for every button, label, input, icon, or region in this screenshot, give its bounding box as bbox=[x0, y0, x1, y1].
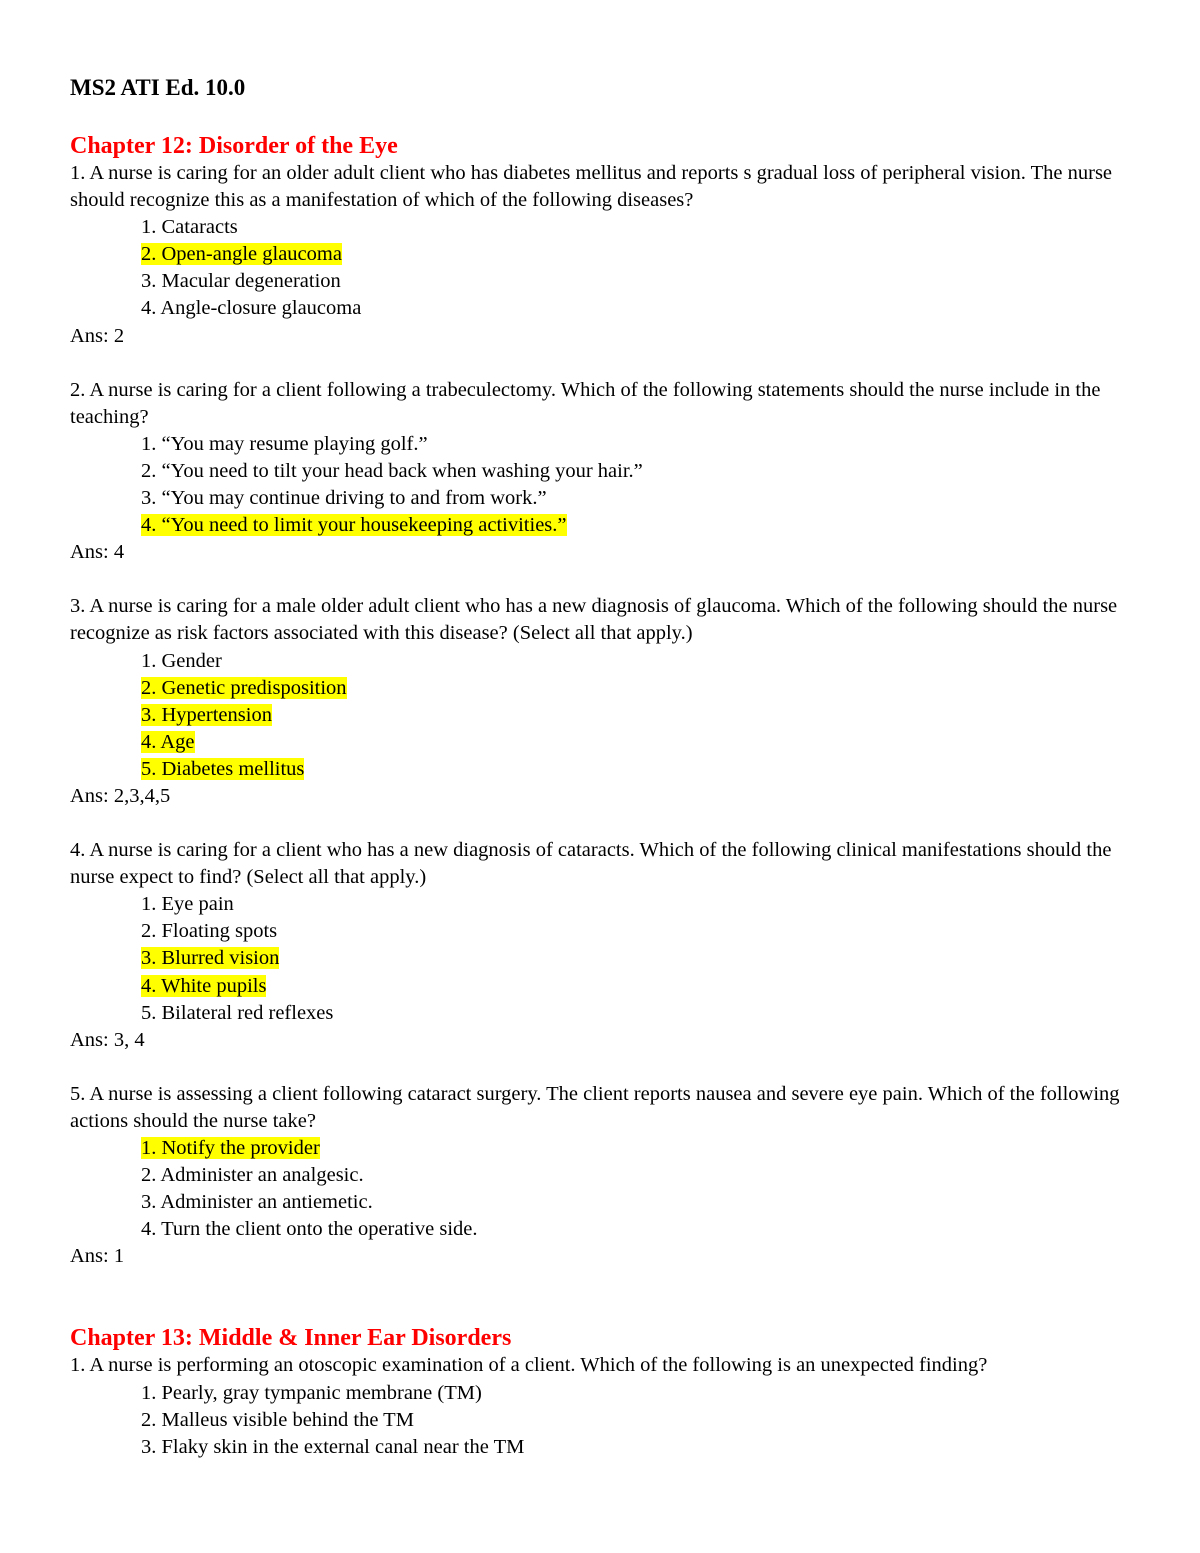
chapter-title: Chapter 12: Disorder of the Eye bbox=[70, 133, 398, 159]
option-text: 3. Administer an antiemetic. bbox=[141, 1191, 373, 1214]
answer-option bbox=[141, 1407, 1150, 1434]
answer-key: Ans: 3, 4 bbox=[70, 1028, 145, 1051]
options-list bbox=[70, 891, 1150, 1026]
answer-option bbox=[141, 1380, 1150, 1407]
highlighted-option bbox=[141, 1135, 1150, 1162]
document-title: MS2 ATI Ed. 10.0 bbox=[70, 75, 246, 100]
chapter-section bbox=[70, 1324, 1150, 1460]
options-list bbox=[70, 1135, 1150, 1243]
answer-option bbox=[141, 214, 1150, 241]
option-text: 4. Age bbox=[141, 730, 195, 753]
options-list bbox=[70, 1380, 1150, 1461]
answer-option bbox=[141, 918, 1150, 945]
chapter-title: Chapter 13: Middle & Inner Ear Disorders bbox=[70, 1325, 512, 1352]
option-text: 2. “You need to tilt your head back when washing your hair.” bbox=[141, 459, 643, 482]
answer-key: Ans: 2,3,4,5 bbox=[70, 784, 171, 807]
question-text: 2. A nurse is caring for a client following a trabeculectomy. Which of the following statements should the nurse include in the teaching? bbox=[70, 378, 1101, 428]
answer-option bbox=[141, 1216, 1150, 1243]
answer-key: Ans: 1 bbox=[70, 1245, 125, 1268]
question-block bbox=[70, 377, 1150, 567]
option-text: 3. Blurred vision bbox=[141, 947, 280, 970]
answer-option bbox=[141, 891, 1150, 918]
answer-option bbox=[141, 1434, 1150, 1461]
option-text: 2. Malleus visible behind the TM bbox=[141, 1408, 414, 1431]
option-text: 3. Macular degeneration bbox=[141, 270, 341, 293]
highlighted-option bbox=[141, 702, 1150, 729]
question-block bbox=[70, 593, 1150, 810]
question-block bbox=[70, 1081, 1150, 1271]
option-text: 5. Bilateral red reflexes bbox=[141, 1001, 334, 1024]
option-text: 4. “You need to limit your housekeeping activities.” bbox=[141, 514, 567, 537]
option-text: 4. White pupils bbox=[141, 974, 267, 997]
question-text: 1. A nurse is performing an otoscopic examination of a client. Which of the following is an unexpected finding? bbox=[70, 1354, 988, 1377]
question-text: 5. A nurse is assessing a client following cataract surgery. The client reports nausea and severe eye pain. Which of the following actions should the nurse take? bbox=[70, 1082, 1120, 1132]
option-text: 2. Open-angle glaucoma bbox=[141, 243, 342, 266]
option-text: 1. Eye pain bbox=[141, 893, 234, 916]
chapters-container bbox=[70, 132, 1150, 1461]
answer-option bbox=[141, 295, 1150, 322]
option-text: 3. Flaky skin in the external canal near the TM bbox=[141, 1435, 525, 1458]
option-text: 2. Floating spots bbox=[141, 920, 278, 943]
answer-option bbox=[141, 648, 1150, 675]
question-text: 4. A nurse is caring for a client who has a new diagnosis of cataracts. Which of the following clinical manifestations should the nurse expect to find? (Select all that apply.) bbox=[70, 839, 1112, 889]
option-text: 3. “You may continue driving to and from work.” bbox=[141, 487, 547, 510]
option-text: 1. Pearly, gray tympanic membrane (TM) bbox=[141, 1381, 482, 1404]
answer-option bbox=[141, 458, 1150, 485]
question-block bbox=[70, 1352, 1150, 1460]
document-page bbox=[70, 74, 1150, 1488]
highlighted-option bbox=[141, 729, 1150, 756]
option-text: 2. Genetic predisposition bbox=[141, 676, 347, 699]
highlighted-option bbox=[141, 973, 1150, 1000]
option-text: 1. Notify the provider bbox=[141, 1137, 320, 1159]
answer-key: Ans: 4 bbox=[70, 541, 125, 564]
question-text: 1. A nurse is caring for an older adult client who has diabetes mellitus and reports s gradual loss of peripheral vision. The nurse should recognize this as a manifestation of which of the following diseases? bbox=[70, 162, 1113, 212]
answer-option bbox=[141, 268, 1150, 295]
highlighted-option bbox=[141, 675, 1150, 702]
option-text: 5. Diabetes mellitus bbox=[141, 757, 305, 780]
option-text: 4. Angle-closure glaucoma bbox=[141, 297, 362, 320]
answer-option bbox=[141, 431, 1150, 458]
options-list bbox=[70, 214, 1150, 322]
option-text: 1. Gender bbox=[141, 649, 222, 672]
option-text: 2. Administer an analgesic. bbox=[141, 1164, 364, 1187]
answer-option bbox=[141, 1000, 1150, 1027]
options-list bbox=[70, 431, 1150, 539]
option-text: 1. “You may resume playing golf.” bbox=[141, 432, 428, 455]
answer-option bbox=[141, 1189, 1150, 1216]
option-text: 4. Turn the client onto the operative side. bbox=[141, 1218, 478, 1241]
highlighted-option bbox=[141, 241, 1150, 268]
question-text: 3. A nurse is caring for a male older adult client who has a new diagnosis of glaucoma. Which of the following should the nurse recognize as risk factors associated with this disease? (Select all that apply.) bbox=[70, 595, 1118, 645]
highlighted-option bbox=[141, 945, 1150, 972]
answer-option bbox=[141, 485, 1150, 512]
highlighted-option bbox=[141, 512, 1150, 539]
question-block bbox=[70, 160, 1150, 350]
highlighted-option bbox=[141, 756, 1150, 783]
option-text: 1. Cataracts bbox=[141, 216, 238, 239]
question-block bbox=[70, 837, 1150, 1054]
answer-key: Ans: 2 bbox=[70, 324, 125, 347]
options-list bbox=[70, 648, 1150, 783]
option-text: 3. Hypertension bbox=[141, 703, 272, 726]
chapter-section bbox=[70, 132, 1150, 1270]
answer-option bbox=[141, 1162, 1150, 1189]
